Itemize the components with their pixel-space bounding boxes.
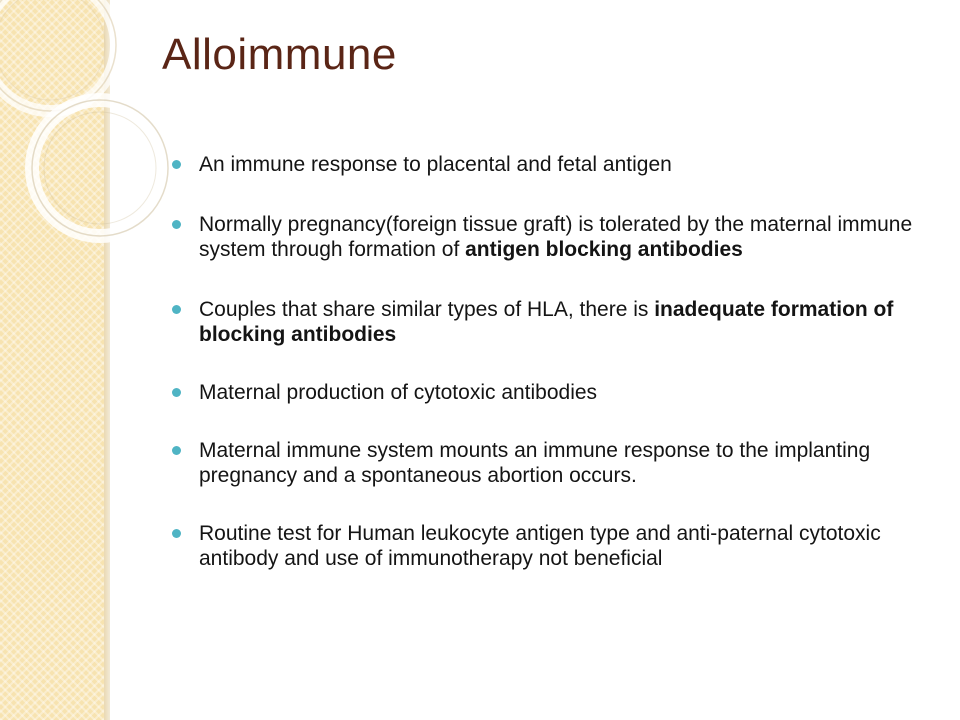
bullet-dot-icon (172, 388, 181, 397)
bullet-dot-icon (172, 446, 181, 455)
bullet-text: Maternal immune system mounts an immune response to the implanting pregnancy and a spontaneous abortion occurs. (199, 439, 871, 487)
bullet-item (172, 297, 932, 347)
bullet-list (172, 152, 932, 571)
bullet-item (172, 380, 932, 405)
bullet-text: Couples that share similar types of HLA, there is (199, 298, 655, 321)
bullet-bold-text: antigen blocking antibodies (465, 238, 743, 261)
bullet-item (172, 212, 932, 262)
bullet-item (172, 152, 932, 177)
bullet-item (172, 438, 932, 488)
bullet-text: Maternal production of cytotoxic antibodies (199, 381, 598, 404)
bullet-dot-icon (172, 529, 181, 538)
bullet-text: Normally pregnancy(foreign tissue graft) is tolerated by the maternal immune system through formation of (199, 213, 913, 261)
slide-title: Alloimmune (162, 30, 397, 79)
bullet-dot-icon (172, 305, 181, 314)
bullet-text: Routine test for Human leukocyte antigen type and anti-paternal cytotoxic antibody and use of immunotherapy not beneficial (199, 522, 881, 570)
bullet-dot-icon (172, 220, 181, 229)
bullet-item (172, 521, 932, 571)
bullet-text: An immune response to placental and fetal antigen (199, 153, 672, 176)
bullet-bold-text: inadequate formation of blocking antibodies (199, 298, 894, 346)
bullet-dot-icon (172, 160, 181, 169)
